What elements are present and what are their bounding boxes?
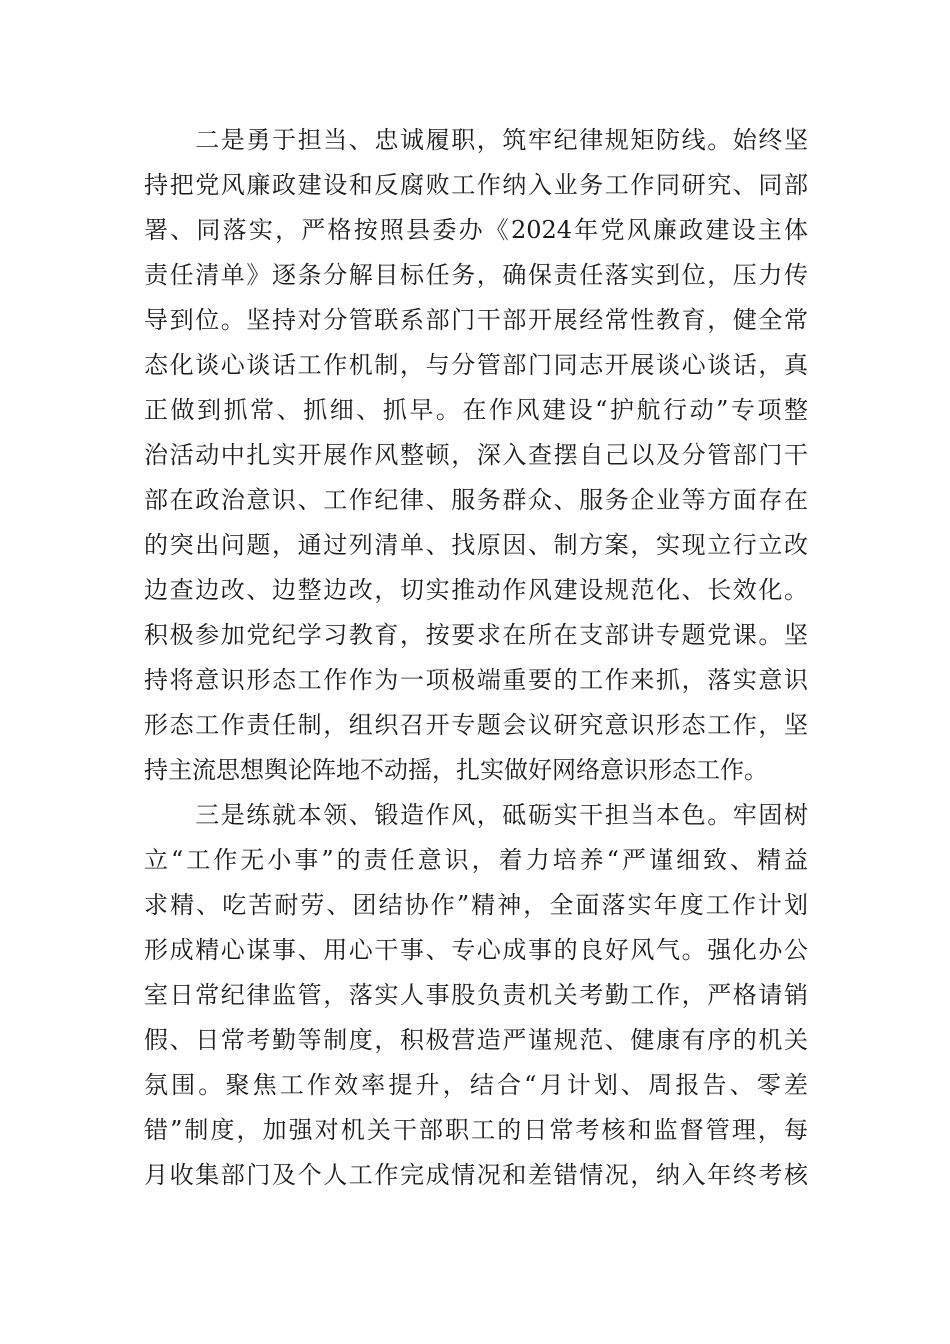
- text-line: 治活动中扎实开展作风整顿，深入查摆自己以及分管部门干: [144, 441, 808, 469]
- text-line: 三是练就本领、锻造作风，砥砺实干担当本色。牢固树: [144, 801, 808, 829]
- document-body: [144, 118, 808, 1198]
- text-line: 态化谈心谈话工作机制，与分管部门同志开展谈心谈话，真: [144, 351, 808, 379]
- text-line: 形成精心谋事、用心干事、专心成事的良好风气。强化办公: [144, 936, 808, 964]
- text-line: 假、日常考勤等制度，积极营造严谨规范、健康有序的机关: [144, 1026, 808, 1054]
- text-line: 导到位。坚持对分管联系部门干部开展经常性教育，健全常: [144, 306, 808, 334]
- text-line: 正做到抓常、抓细、抓早。在作风建设“护航行动”专项整: [144, 396, 808, 424]
- text-line: 月收集部门及个人工作完成情况和差错情况，纳入年终考核: [144, 1161, 808, 1189]
- paragraph-work-style: [144, 793, 808, 1198]
- text-line: 边查边改、边整边改，切实推动作风建设规范化、长效化。: [144, 576, 808, 604]
- text-line: 持主流思想舆论阵地不动摇，扎实做好网络意识形态工作。: [144, 756, 768, 784]
- text-line: 室日常纪律监管，落实人事股负责机关考勤工作，严格请销: [144, 981, 808, 1009]
- text-line: 积极参加党纪学习教育，按要求在所在支部讲专题党课。坚: [144, 621, 808, 649]
- text-line: 署、同落实，严格按照县委办《2024年党风廉政建设主体: [144, 216, 808, 244]
- text-line: 错”制度，加强对机关干部职工的日常考核和监督管理，每: [144, 1116, 808, 1144]
- text-line: 氛围。聚焦工作效率提升，结合“月计划、周报告、零差: [144, 1071, 808, 1099]
- text-line: 二是勇于担当、忠诚履职，筑牢纪律规矩防线。始终坚: [144, 126, 808, 154]
- text-line: 立“工作无小事”的责任意识，着力培养“严谨细致、精益: [144, 846, 808, 874]
- text-line: 部在政治意识、工作纪律、服务群众、服务企业等方面存在: [144, 486, 808, 514]
- text-line: 求精、吃苦耐劳、团结协作”精神，全面落实年度工作计划: [144, 891, 808, 919]
- text-line: 持把党风廉政建设和反腐败工作纳入业务工作同研究、同部: [144, 171, 808, 199]
- text-line: 持将意识形态工作作为一项极端重要的工作来抓，落实意识: [144, 666, 808, 694]
- text-line: 的突出问题，通过列清单、找原因、制方案，实现立行立改: [144, 531, 808, 559]
- text-line: 形态工作责任制，组织召开专题会议研究意识形态工作，坚: [144, 711, 808, 739]
- text-line: 责任清单》逐条分解目标任务，确保责任落实到位，压力传: [144, 261, 808, 289]
- paragraph-discipline: [144, 118, 808, 793]
